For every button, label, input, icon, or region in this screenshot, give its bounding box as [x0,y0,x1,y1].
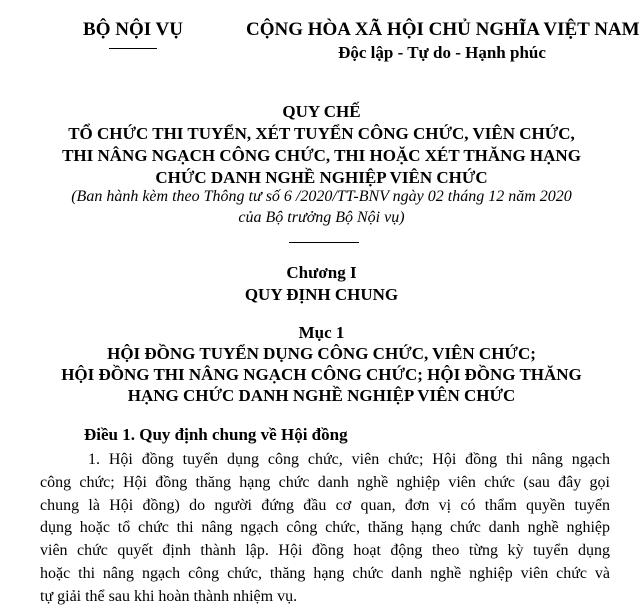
section-title-line: HỘI ĐỒNG TUYỂN DỤNG CÔNG CHỨC, VIÊN CHỨC; [107,344,536,363]
section-title-line: HẠNG CHỨC DANH NGHỀ NGHIỆP VIÊN CHỨC [127,386,516,405]
issuance-line: (Ban hành kèm theo Thông tư số 6 /2020/TT-BNV ngày 02 tháng 12 năm 2020 [71,188,572,205]
paragraph-line: 1. Hội đồng tuyển dụng công chức, viên chức; Hội đồng thi nâng ngạch [88,451,610,468]
section-heading [0,322,643,406]
paragraph-line: hoặc thi nâng ngạch công chức, thăng hạng chức danh nghề nghiệp viên chức và [40,564,610,582]
article-paragraph [40,449,610,609]
document-type: QUY CHẾ [282,102,361,121]
article-heading: Điều 1. Quy định chung về Hội đồng [84,425,348,444]
issuance-line: của Bộ trưởng Bộ Nội vụ) [238,209,405,226]
separator-rule [289,242,359,243]
document-title-line: THI NÂNG NGẠCH CÔNG CHỨC, THI HOẶC XÉT THĂNG HẠNG [62,146,581,165]
chapter-number: Chương I [286,263,357,282]
document-title-block [0,101,643,189]
ministry-header [58,18,208,49]
country-name: CỘNG HÒA XÃ HỘI CHỦ NGHĨA VIỆT NAM [246,19,640,40]
ministry-name: BỘ NỘI VỤ [83,19,183,40]
section-number: Mục 1 [298,323,345,342]
chapter-name: QUY ĐỊNH CHUNG [244,285,399,304]
paragraph-line: viên chức quyết định thành lập. Hội đồng hoạt động theo từng kỳ tuyển dụng [40,542,610,560]
paragraph-line: công chức; Hội đồng thăng hạng chức danh nghề nghiệp viên chức (sau đây gọi [40,473,610,491]
document-title-line: TỔ CHỨC THI TUYỂN, XÉT TUYỂN CÔNG CHỨC, VIÊN CHỨC, [68,124,575,143]
paragraph-line: tự giải thể sau khi hoàn thành nhiệm vụ. [40,587,298,605]
ministry-underline [109,48,157,49]
paragraph-line: dụng hoặc tổ chức thi nâng ngạch công chức, thăng hạng chức danh nghề nghiệp [40,519,610,537]
national-header [246,18,638,64]
issuance-note [0,186,643,228]
section-title-line: HỘI ĐỒNG THI NÂNG NGẠCH CÔNG CHỨC; HỘI ĐỒNG THĂNG [61,365,582,384]
national-motto: Độc lập - Tự do - Hạnh phúc [338,43,546,62]
chapter-heading [0,262,643,306]
paragraph-line: chung là Hội đồng) do người đứng đầu cơ quan, đơn vị có thẩm quyền tuyển [40,496,610,514]
document-title-line: CHỨC DANH NGHỀ NGHIỆP VIÊN CHỨC [155,168,488,187]
